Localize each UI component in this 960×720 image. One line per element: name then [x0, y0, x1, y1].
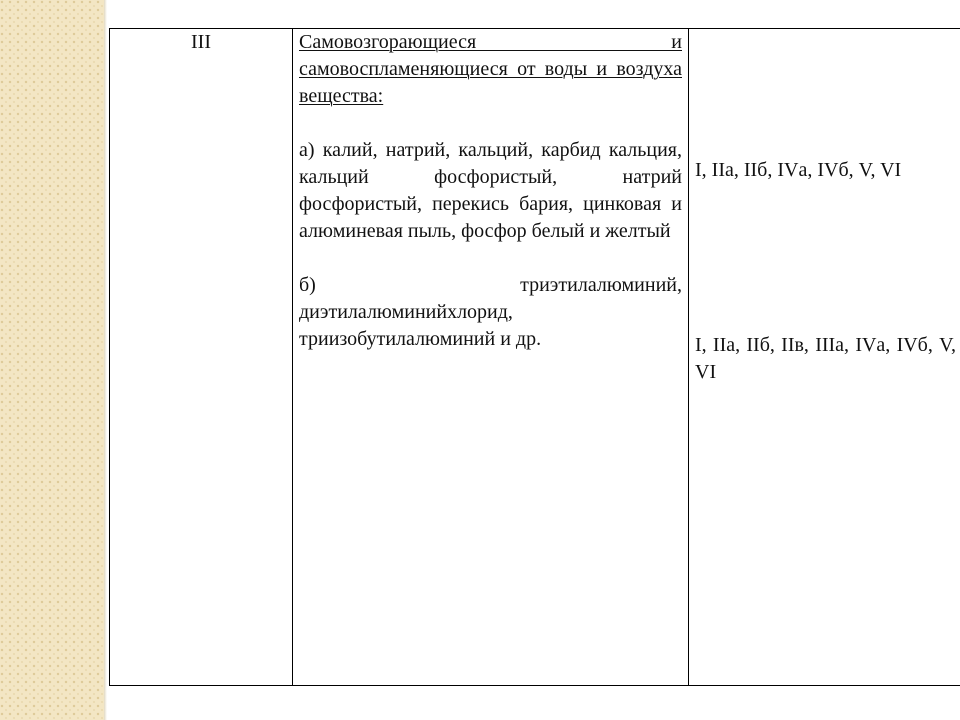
table-row — [110, 29, 960, 686]
group-b-codes: I, IIа, IIб, IIв, IIIа, IVа, IVб, V, VI — [695, 334, 956, 383]
substance-class-table — [109, 28, 960, 686]
class-label: III — [191, 31, 211, 53]
group-a-description: а) калий, натрий, кальций, карбид кальция, кальций фосфористый, натрий фосфористый, перекись бария, цинковая и алюминевая пыль, фосфор белый и желтый — [299, 139, 682, 242]
group-a-codes: I, IIа, IIб, IVа, IVб, V, VI — [695, 159, 902, 181]
category-heading: Самовозгорающиеся и самовоспламеняющиеся от воды и воздуха вещества: — [299, 31, 682, 107]
spacer — [299, 110, 682, 137]
group-b-description: б) триэтилалюминий, диэтилалюминийхлорид, триизобутилалюминий и др. — [299, 274, 682, 350]
decorative-side-strip — [0, 0, 104, 720]
description-cell — [293, 29, 689, 686]
class-cell — [110, 29, 293, 686]
spacer — [299, 245, 682, 272]
codes-cell — [689, 29, 960, 686]
side-strip-shadow — [104, 0, 107, 720]
